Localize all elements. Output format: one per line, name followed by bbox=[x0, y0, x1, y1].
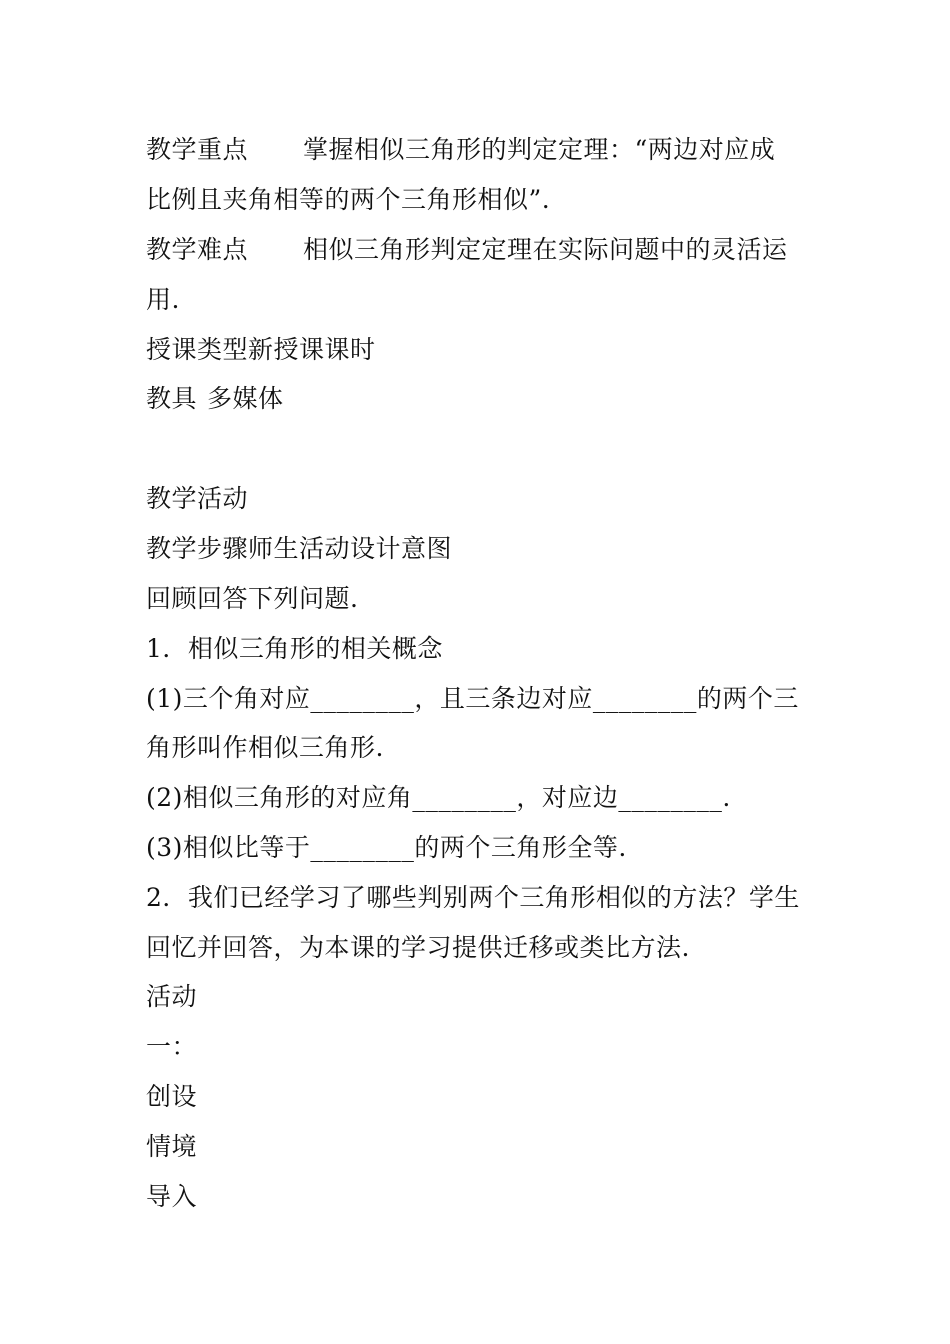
question-1-3: (3)相似比等于________的两个三角形全等. bbox=[146, 833, 627, 862]
teaching-difficulty-text: 相似三角形判定定理在实际问题中的灵活运 bbox=[303, 235, 788, 264]
teaching-difficulty-line-2: 用. bbox=[146, 285, 180, 314]
teaching-difficulty-line-1 bbox=[146, 235, 816, 265]
activity-one-line-1: 活动 bbox=[146, 982, 198, 1011]
teaching-focus-line-2: 比例且夹角相等的两个三角形相似”. bbox=[146, 185, 551, 214]
activity-one-line-4: 情境 bbox=[146, 1132, 198, 1161]
teaching-tools-line bbox=[146, 384, 816, 414]
question-1: 1．相似三角形的相关概念 bbox=[146, 634, 443, 663]
activity-one-line-2: 一： bbox=[146, 1032, 198, 1061]
activity-one-line-3: 创设 bbox=[146, 1082, 198, 1111]
course-type-line: 授课类型新授课课时 bbox=[146, 335, 376, 364]
activity-one-line-5: 导入 bbox=[146, 1182, 198, 1211]
question-1-1-line-2: 角形叫作相似三角形. bbox=[146, 733, 384, 762]
review-heading: 回顾回答下列问题. bbox=[146, 584, 359, 613]
question-2-line-1: 2．我们已经学习了哪些判别两个三角形相似的方法？学生 bbox=[146, 883, 800, 912]
teaching-focus-line-1 bbox=[146, 135, 816, 165]
table-header: 教学步骤师生活动设计意图 bbox=[146, 534, 453, 563]
teaching-tools-label: 教具 bbox=[146, 384, 198, 413]
question-1-1-line-1: (1)三个角对应________，且三条边对应________的两个三 bbox=[146, 684, 799, 713]
teaching-focus-label: 教学重点 bbox=[146, 135, 249, 164]
teaching-difficulty-label: 教学难点 bbox=[146, 235, 249, 264]
teaching-tools-value: 多媒体 bbox=[207, 384, 284, 413]
question-2-line-2: 回忆并回答，为本课的学习提供迁移或类比方法. bbox=[146, 933, 690, 962]
activity-title: 教学活动 bbox=[146, 484, 249, 513]
teaching-focus-text: 掌握相似三角形的判定定理：“两边对应成 bbox=[303, 135, 776, 164]
question-1-2: (2)相似三角形的对应角________，对应边________. bbox=[146, 783, 731, 812]
